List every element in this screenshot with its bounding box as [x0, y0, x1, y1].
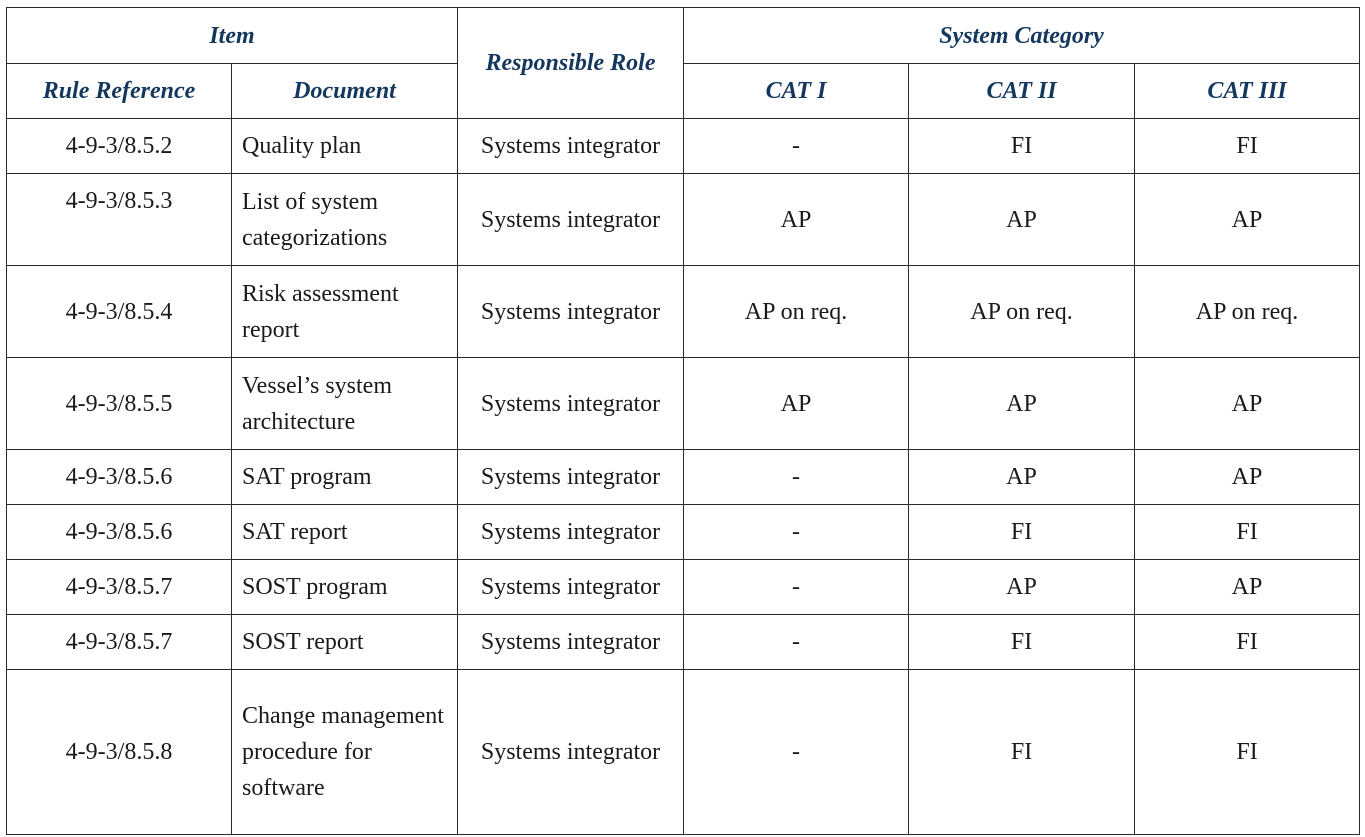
rule-reference-cell: 4-9-3/8.5.6 — [7, 450, 232, 505]
cat-1-cell: - — [684, 560, 909, 615]
cat-3-cell: AP — [1135, 358, 1360, 450]
responsible-role-header: Responsible Role — [458, 8, 684, 119]
cat-2-cell: FI — [909, 505, 1135, 560]
document-cell: List of system categorizations — [232, 174, 458, 266]
cat-2-cell: AP — [909, 174, 1135, 266]
document-cell: SAT program — [232, 450, 458, 505]
cat-2-cell: FI — [909, 615, 1135, 670]
cat-3-cell: FI — [1135, 119, 1360, 174]
rule-reference-cell: 4-9-3/8.5.6 — [7, 505, 232, 560]
role-cell: Systems integrator — [458, 174, 684, 266]
rule-reference-cell: 4-9-3/8.5.7 — [7, 615, 232, 670]
cat-3-cell: AP — [1135, 450, 1360, 505]
rule-reference-cell: 4-9-3/8.5.4 — [7, 266, 232, 358]
table-row — [7, 615, 1360, 670]
cat-3-cell: FI — [1135, 615, 1360, 670]
cat-1-cell: AP on req. — [684, 266, 909, 358]
cat-2-cell: AP on req. — [909, 266, 1135, 358]
role-cell: Systems integrator — [458, 615, 684, 670]
rule-reference-header: Rule Reference — [7, 64, 232, 119]
table-row — [7, 450, 1360, 505]
cat-1-cell: AP — [684, 174, 909, 266]
role-cell: Systems integrator — [458, 670, 684, 835]
table-row — [7, 174, 1360, 266]
cat-1-cell: AP — [684, 358, 909, 450]
cat-3-header: CAT III — [1135, 64, 1360, 119]
cat-2-cell: FI — [909, 119, 1135, 174]
rule-reference-cell: 4-9-3/8.5.2 — [7, 119, 232, 174]
cat-3-cell: AP — [1135, 174, 1360, 266]
cat-3-cell: FI — [1135, 670, 1360, 835]
cat-1-cell: - — [684, 450, 909, 505]
document-cell: SOST program — [232, 560, 458, 615]
cat-1-cell: - — [684, 119, 909, 174]
cat-1-cell: - — [684, 615, 909, 670]
document-cell: SAT report — [232, 505, 458, 560]
cat-1-cell: - — [684, 670, 909, 835]
header-row-columns — [7, 64, 1360, 119]
document-header: Document — [232, 64, 458, 119]
role-cell: Systems integrator — [458, 266, 684, 358]
cat-3-cell: AP on req. — [1135, 266, 1360, 358]
document-cell: Quality plan — [232, 119, 458, 174]
rule-reference-cell: 4-9-3/8.5.7 — [7, 560, 232, 615]
role-cell: Systems integrator — [458, 450, 684, 505]
rule-reference-cell: 4-9-3/8.5.3 — [7, 174, 232, 266]
table-row — [7, 560, 1360, 615]
document-requirements-table — [6, 7, 1360, 835]
table-row — [7, 670, 1360, 835]
document-cell: Change management procedure for software — [232, 670, 458, 835]
cat-2-cell: AP — [909, 358, 1135, 450]
rule-reference-cell: 4-9-3/8.5.8 — [7, 670, 232, 835]
table-row — [7, 358, 1360, 450]
cat-2-cell: AP — [909, 560, 1135, 615]
document-cell: SOST report — [232, 615, 458, 670]
role-cell: Systems integrator — [458, 505, 684, 560]
system-category-header: System Category — [684, 8, 1360, 64]
rule-reference-cell: 4-9-3/8.5.5 — [7, 358, 232, 450]
header-row-group — [7, 8, 1360, 64]
cat-1-cell: - — [684, 505, 909, 560]
cat-1-header: CAT I — [684, 64, 909, 119]
table-row — [7, 119, 1360, 174]
document-cell: Risk assessment report — [232, 266, 458, 358]
item-header: Item — [7, 8, 458, 64]
cat-3-cell: FI — [1135, 505, 1360, 560]
role-cell: Systems integrator — [458, 358, 684, 450]
table-row — [7, 266, 1360, 358]
cat-2-cell: AP — [909, 450, 1135, 505]
role-cell: Systems integrator — [458, 119, 684, 174]
cat-2-cell: FI — [909, 670, 1135, 835]
table-row — [7, 505, 1360, 560]
document-cell: Vessel’s system architecture — [232, 358, 458, 450]
role-cell: Systems integrator — [458, 560, 684, 615]
cat-3-cell: AP — [1135, 560, 1360, 615]
cat-2-header: CAT II — [909, 64, 1135, 119]
